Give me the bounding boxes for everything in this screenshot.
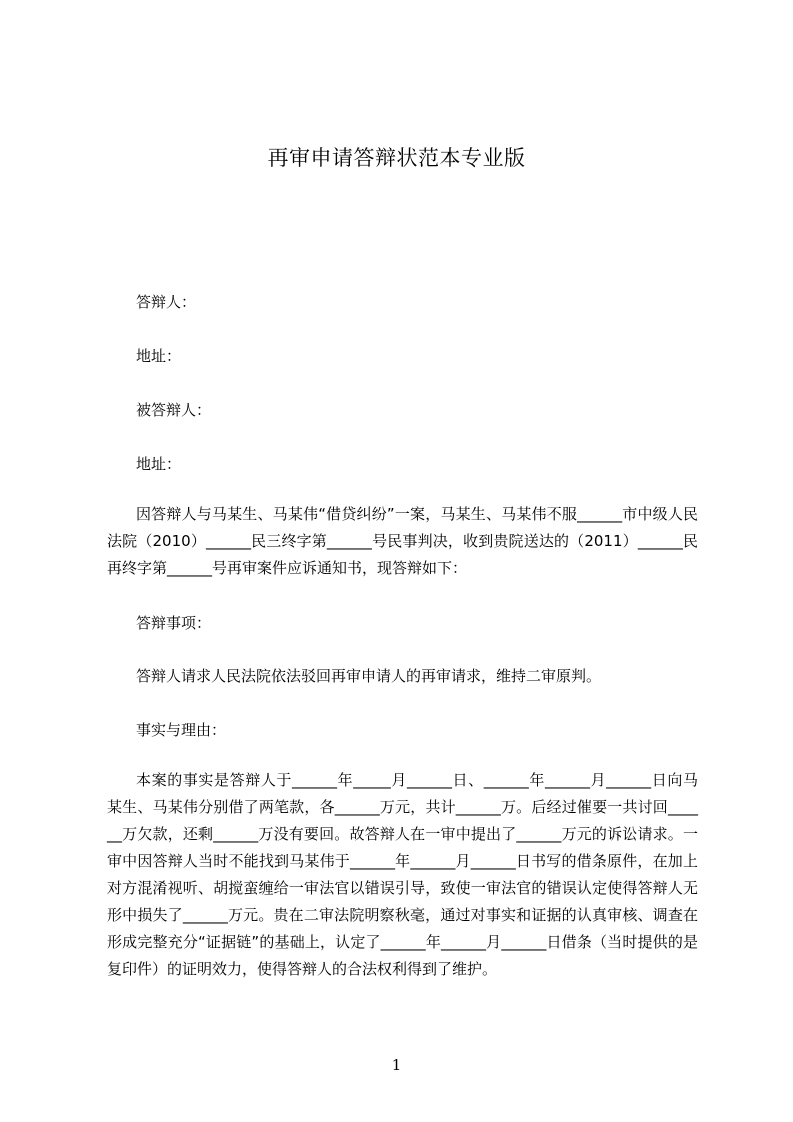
respondent-address-label: 地址： [136,347,182,365]
counter-respondent-address-label: 地址： [136,455,182,473]
facts-heading: 事实与理由： [136,721,227,739]
defense-items-text: 答辩人请求人民法院依法驳回再审申请人的再审请求，维持二审原判。 [136,667,602,685]
counter-respondent-label: 被答辩人： [136,401,212,419]
facts-paragraph: 本案的事实是答辩人于______年_____月______日、______年______月______日向马某生、马某伟分别借了两笔款，各______万元，共计______万。后经过催要一共讨回______万欠款，还剩______万没有要回。故答辩人在一审中提出了______万元的诉讼请求。一审中因答辩人当时不能找到马某伟于______年______月______日书写的借条原件，在加上对方混淆视听、胡搅蛮缠给一审法官以错误引导，致使一审法官的错误认定使得答辩人无形中损失了______万元。贵在二审法院明察秋毫，通过对事实和证据的认真审核、调查在形成完整充分“证据链”的基础上，认定了______年______月______日借条（当时提供的是复印件）的证明效力，使得答辩人的合法权利得到了维护。 [107,771,698,978]
intro-paragraph: 因答辩人与马某生、马某伟“借贷纠纷”一案，马某生、马某伟不服______市中级人民法院（2010）______民三终字第______号民事判决，收到贵院送达的（2011）______民再终字第______号再审案件应诉通知书，现答辩如下： [107,505,698,577]
defense-items-heading: 答辩事项： [136,614,212,632]
respondent-label: 答辩人： [136,293,197,311]
page-number: 1 [391,1056,402,1074]
document-title: 再审申请答辩状范本专业版 [267,146,526,170]
